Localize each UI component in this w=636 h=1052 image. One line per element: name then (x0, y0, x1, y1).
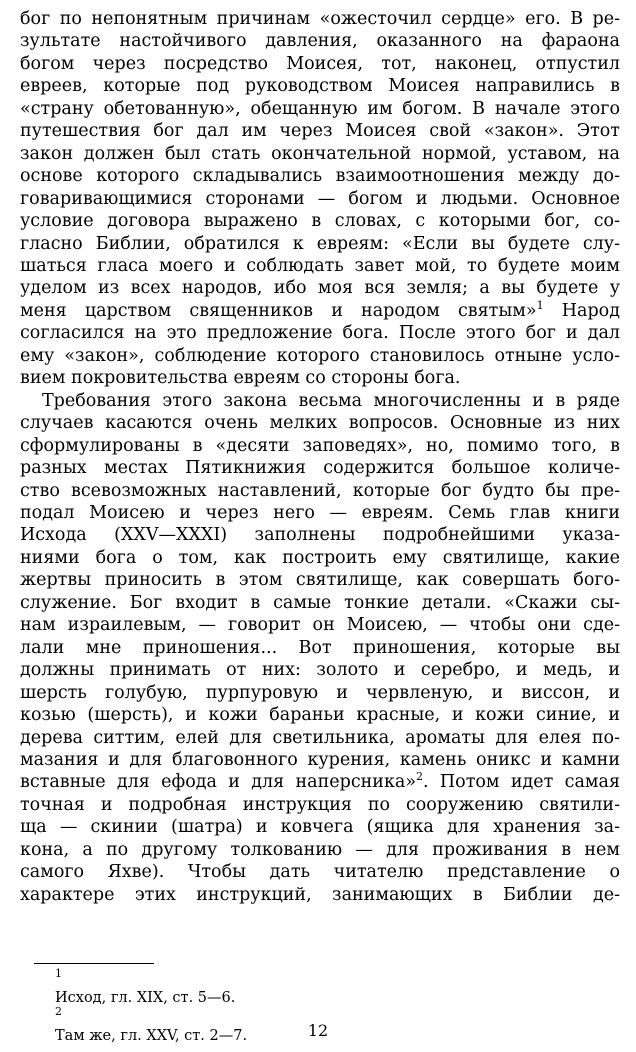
text-segment: . Потом идет самая (423, 772, 620, 793)
text-segment: Народ (543, 300, 620, 321)
text-line-with-footnote (20, 300, 620, 322)
text-line: лали мне приношения... Вот приношения, которые вы (20, 637, 620, 658)
text-line: вием покровительства евреям со стороны бога. (20, 368, 461, 389)
text-line: характере этих инструкций, занимающих в Библии де- (20, 884, 620, 905)
text-line: евреев, которые под руководством Моисея направились в (20, 76, 620, 97)
text-line: сформулированы в «десяти заповедях», но, помимо того, в (20, 435, 620, 456)
footnote-text: Исход, гл. XIX, ст. 5—6. (55, 990, 236, 1006)
footnote-text: Там же, гл. XXV, ст. 2—7. (55, 1028, 248, 1044)
text-line: разных местах Пятикнижия содержится большое количе- (20, 458, 620, 479)
footnote (55, 967, 615, 1008)
text-line: шаться гласа моего и соблюдать завет мой, то будете моим (20, 255, 620, 276)
text-line: точная и подробная инструкция по сооружению святили- (20, 794, 620, 815)
text-line: богом через посредство Моисея, тот, наконец, отпустил (20, 53, 620, 74)
text-line: путешествия бог дал им через Моисея свой «закон». Этот (20, 121, 620, 142)
text-line: должны принимать от них: золото и серебро, и медь, и (20, 660, 620, 681)
footnote-number: 1 (55, 967, 62, 981)
text-segment: вставные для ефода и для наперсника» (20, 772, 417, 793)
paragraph-2 (20, 390, 620, 906)
text-line: случаев касаются очень мелких вопросов. Основные из них (20, 413, 620, 434)
text-line: кона, а по другому толкованию — для проживания в нем (20, 839, 620, 860)
text-line: мазания и для благовонного курения, камень оникс и камни (20, 749, 620, 770)
paragraph-1 (20, 8, 620, 390)
text-line: говаривающимися сторонами — богом и людьми. Основное (20, 188, 620, 209)
text-line: «страну обетованную», обещанную им богом. В начале этого (20, 98, 620, 119)
text-line: козью (шерсть), и кожи бараньи красные, и кожи синие, и (20, 705, 620, 726)
text-line: нам израилевым, — говорит он Моисею, — чтобы они сде- (20, 615, 620, 636)
text-line-with-footnote (20, 771, 620, 793)
page-body (20, 8, 620, 906)
text-line: Требования этого закона весьма многочисленны и в ряде (42, 390, 620, 411)
text-line: подал Моисею и через него — евреям. Семь глав книги (20, 502, 620, 523)
text-line: бог по непонятным причинам «ожесточил сердце» его. В ре- (20, 9, 620, 29)
text-line: дерева ситтим, елей для светильника, ароматы для елея по- (20, 727, 620, 748)
text-line: служение. Бог входит в самые тонкие детали. «Скажи сы- (20, 592, 620, 613)
text-line: уделом из всех народов, ибо моя вся земля; а вы будете у (20, 278, 620, 299)
text-line: ему «закон», соблюдение которого становилось отныне усло- (20, 345, 620, 366)
text-line: ство всевозможных наставлений, которые бог будто бы пре- (20, 480, 620, 501)
text-line: шерсть голубую, пурпуровую и червленую, и виссон, и (20, 682, 620, 703)
text-segment: меня царством священников и народом святым» (20, 300, 537, 321)
text-line: ща — скинии (шатра) и ковчега (ящика для хранения за- (20, 817, 620, 838)
footnote-ref: 2 (416, 770, 424, 784)
text-line: самого Яхве). Чтобы дать читателю представление о (20, 862, 620, 883)
text-line: условие договора выражено в словах, с которыми бог, со- (20, 211, 620, 232)
text-line: жертвы приносить в этом святилище, как совершать бого- (20, 570, 620, 591)
footnote-number: 2 (55, 1005, 62, 1019)
text-line: ниями бога о том, как построить ему святилище, какие (20, 547, 620, 568)
text-line: закон должен был стать окончательной нормой, уставом, на (20, 143, 620, 164)
text-line: Исхода (XXV—XXXI) заполнены подробнейшими указа- (20, 525, 620, 546)
footnote-divider (34, 963, 154, 964)
text-line: основе которого складывались взаимоотношения между до- (20, 166, 620, 187)
footnote-ref: 1 (536, 299, 544, 313)
text-line: гласно Библии, обратился к евреям: «Если вы будете слу- (20, 233, 620, 254)
text-line: зультате настойчивого давления, оказанного на фараона (20, 31, 620, 52)
text-line: согласился на это предложение бога. После этого бог и дал (20, 323, 620, 344)
page-number: 12 (307, 1021, 329, 1040)
